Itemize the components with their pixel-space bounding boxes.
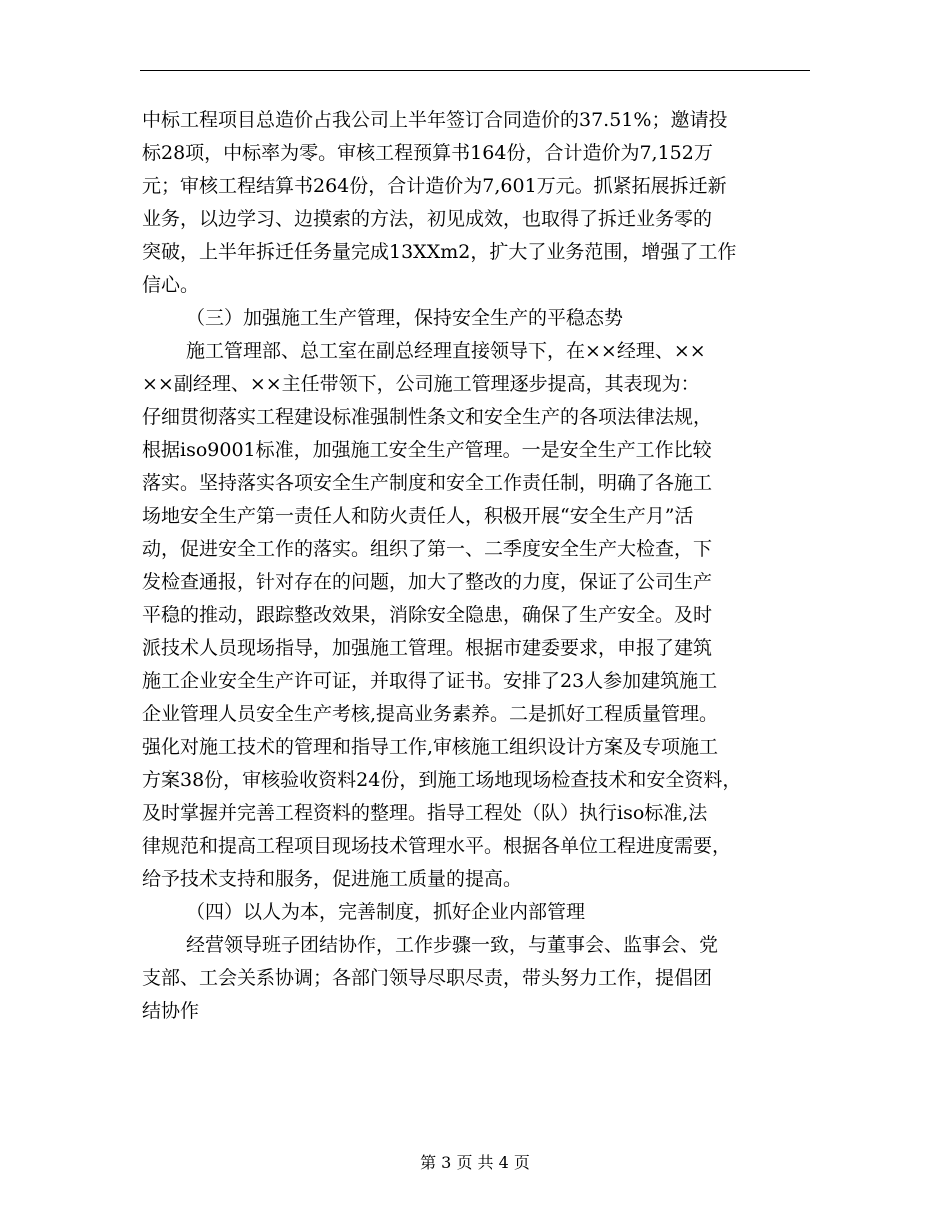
text-line: 信心。 xyxy=(142,274,200,296)
text-line: 强化对施工技术的管理和指导工作,审核施工组织设计方案及专项施工 xyxy=(142,736,719,758)
text-line: 标28项，中标率为零。审核工程预算书164份，合计造价为7,152万 xyxy=(142,142,713,164)
text-line: 及时掌握并完善工程资料的整理。指导工程处（队）执行iso标准,法 xyxy=(142,802,708,824)
text-line: （四）以人为本，完善制度，抓好企业内部管理 xyxy=(186,901,586,923)
text-line: 施工企业安全生产许可证，并取得了证书。安排了23人参加建筑施工 xyxy=(142,670,718,692)
text-line: 律规范和提高工程项目现场技术管理水平。根据各单位工程进度需要， xyxy=(142,835,732,857)
text-line: 发检查通报，针对存在的问题，加大了整改的力度，保证了公司生产 xyxy=(142,571,713,593)
text-line: 元；审核工程结算书264份，合计造价为7,601万元。抓紧拓展拆迁新 xyxy=(142,175,727,197)
text-line: ××副经理、××主任带领下，公司施工管理逐步提高，其表现为： xyxy=(142,373,700,395)
text-line: 结协作 xyxy=(142,1000,200,1022)
text-line: 中标工程项目总造价占我公司上半年签订合同造价的37.51%；邀请投 xyxy=(142,109,728,131)
text-line: 企业管理人员安全生产考核,提高业务素养。二是抓好工程质量管理。 xyxy=(142,703,719,725)
text-line: 仔细贯彻落实工程建设标准强制性条文和安全生产的各项法律法规， xyxy=(142,406,713,428)
text-line: 方案38份，审核验收资料24份，到施工场地现场检查技术和安全资料， xyxy=(142,769,742,791)
text-line: 支部、工会关系协调；各部门领导尽职尽责，带头努力工作，提倡团 xyxy=(142,967,713,989)
text-line: 平稳的推动，跟踪整改效果，消除安全隐患，确保了生产安全。及时 xyxy=(142,604,713,626)
text-line: 突破，上半年拆迁任务量完成13XXm2，扩大了业务范围，增强了工作 xyxy=(142,241,737,263)
text-line: 场地安全生产第一责任人和防火责任人，积极开展“安全生产月”活 xyxy=(142,505,694,527)
header-rule xyxy=(140,70,810,71)
text-line: 动，促进安全工作的落实。组织了第一、二季度安全生产大检查，下 xyxy=(142,538,713,560)
document-body xyxy=(142,104,810,1028)
text-line: 派技术人员现场指导，加强施工管理。根据市建委要求，申报了建筑 xyxy=(142,637,713,659)
text-line: 业务，以边学习、边摸索的方法，初见成效，也取得了拆迁业务零的 xyxy=(142,208,713,230)
text-line: 施工管理部、总工室在副总经理直接领导下，在××经理、×× xyxy=(186,340,706,362)
text-line: （三）加强施工生产管理，保持安全生产的平稳态势 xyxy=(186,307,624,329)
text-line: 经营领导班子团结协作，工作步骤一致，与董事会、监事会、党 xyxy=(186,934,719,956)
text-line: 给予技术支持和服务，促进施工质量的提高。 xyxy=(142,868,523,890)
page-footer: 第 3 页 共 4 页 xyxy=(420,1153,530,1172)
text-line: 落实。坚持落实各项安全生产制度和安全工作责任制，明确了各施工 xyxy=(142,472,713,494)
text-line: 根据iso9001标准，加强施工安全生产管理。一是安全生产工作比较 xyxy=(142,439,712,461)
